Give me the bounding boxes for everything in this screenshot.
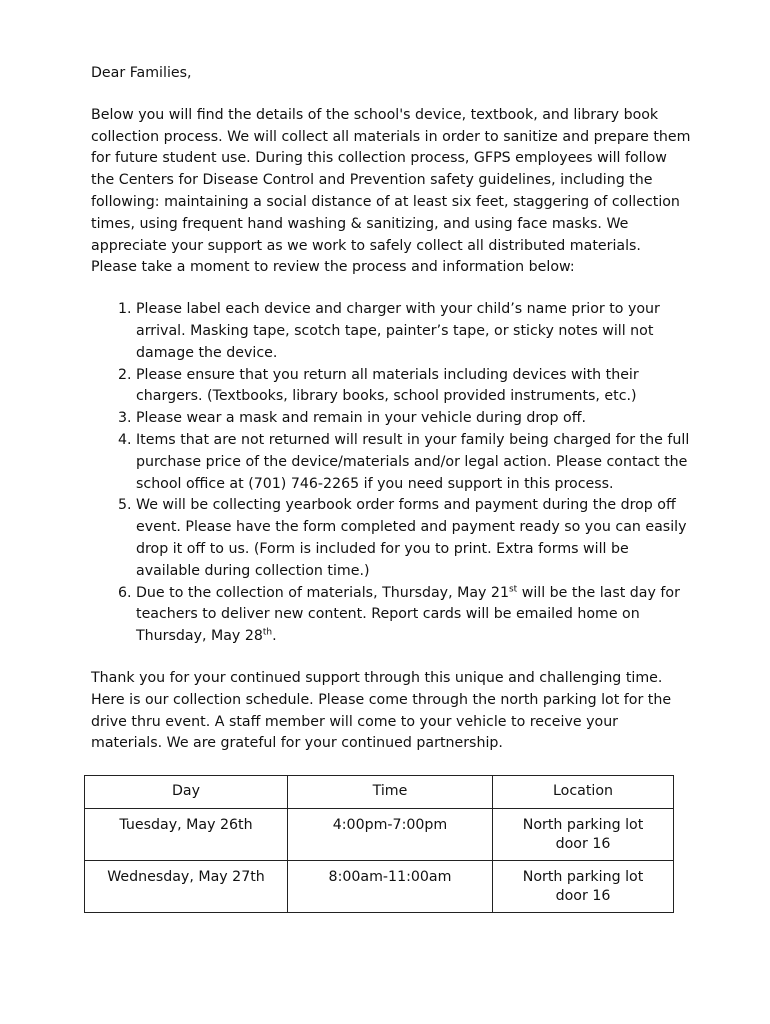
process-steps bbox=[91, 299, 691, 648]
cell-time: 8:00am-11:00am bbox=[288, 861, 493, 913]
location-line: door 16 bbox=[555, 836, 611, 853]
cell-time: 4:00pm-7:00pm bbox=[288, 809, 493, 861]
ordinal-suffix: th bbox=[262, 627, 273, 638]
header-time: Time bbox=[288, 776, 493, 809]
step-item: 5. We will be collecting yearbook order forms and payment during the drop off event. Please have the form completed and payment ready so you can easily drop it off to us. (Form is included for you to print. Extra forms will be available during collection time.) bbox=[136, 495, 691, 582]
step-item bbox=[136, 583, 691, 648]
cell-day: Wednesday, May 27th bbox=[85, 861, 288, 913]
header-day: Day bbox=[85, 776, 288, 809]
intro-paragraph: Below you will find the details of the school's device, textbook, and library book collection process. We will collect all materials in order to sanitize and prepare them for future student use. During this collection process, GFPS employees will follow the Centers for Disease Control and Prevention safety guidelines, including the following: maintaining a social distance of at least six feet, staggering of collection times, using frequent hand washing & sanitizing, and using face masks. We appreciate your support as we work to safely collect all distributed materials. Please take a moment to review the process and information below: bbox=[91, 106, 691, 276]
cell-location bbox=[493, 861, 674, 913]
location-line: door 16 bbox=[555, 888, 611, 905]
closing-paragraph: Thank you for your continued support through this unique and challenging time. Here is our collection schedule. Please come through the north parking lot for the drive thru event. A staff member will come to your vehicle to receive your materials. We are grateful for your continued partnership. bbox=[91, 669, 672, 752]
step-item: 3. Please wear a mask and remain in your vehicle during drop off. bbox=[136, 408, 691, 430]
table-row bbox=[85, 861, 674, 913]
letter bbox=[91, 63, 691, 913]
step-item: 1. Please label each device and charger with your child’s name prior to your arrival. Masking tape, scotch tape, painter’s tape, or sticky notes will not damage the device. bbox=[136, 299, 691, 364]
step-item: 4. Items that are not returned will result in your family being charged for the full purchase price of the device/materials and/or legal action. Please contact the school office at (701) 746-2265 if you need support in this process. bbox=[136, 430, 691, 495]
cell-location bbox=[493, 809, 674, 861]
ordinal-suffix: st bbox=[508, 583, 518, 594]
step6-text: Due to the collection of materials, Thursday, May 21 bbox=[136, 584, 509, 601]
table-header-row bbox=[85, 776, 674, 809]
header-location: Location bbox=[493, 776, 674, 809]
table-row bbox=[85, 809, 674, 861]
location-line: North parking lot bbox=[522, 817, 644, 834]
step6-text: will be the last day for teachers to deliver new content. Report cards will be emailed home on Thursday, May 28 bbox=[136, 584, 680, 645]
step-item: 2. Please ensure that you return all materials including devices with their chargers. (Textbooks, library books, school provided instruments, etc.) bbox=[136, 365, 691, 409]
cell-day: Tuesday, May 26th bbox=[85, 809, 288, 861]
location-line: North parking lot bbox=[522, 869, 644, 886]
salutation: Dear Families, bbox=[91, 65, 192, 81]
collection-schedule-table bbox=[84, 775, 674, 913]
step6-text: . bbox=[272, 628, 277, 645]
